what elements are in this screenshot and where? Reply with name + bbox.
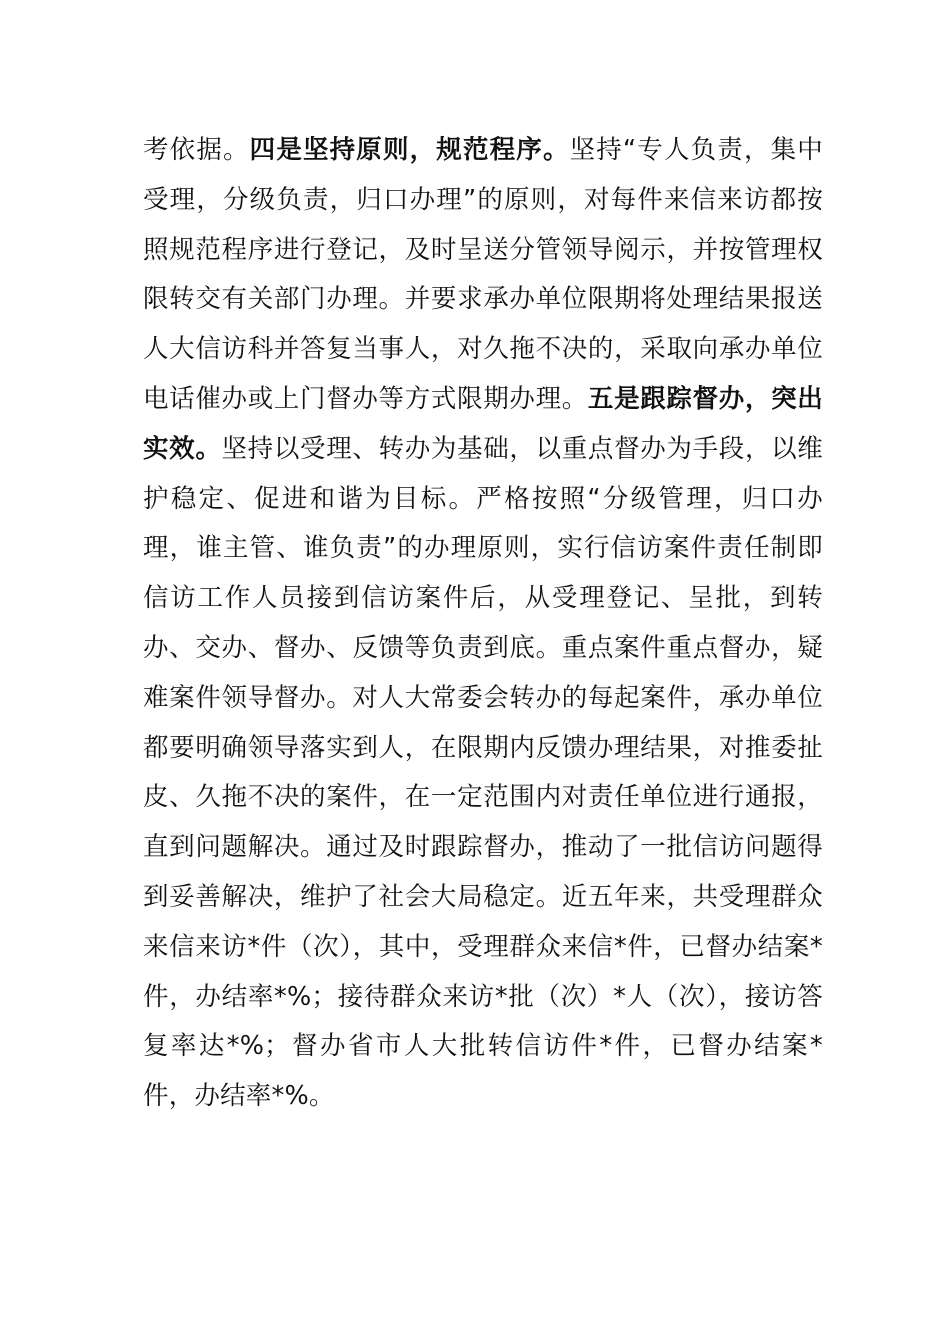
text-run: 考依据。 [143,135,250,165]
text-run: 坚持“专人负责，集中受理，分级负责，归口办理”的原则，对每件来信来访都按照规范程序进行登记，及时呈送分管领导阅示，并按管理权限转交有关部门办理。并要求承办单位限期将处理结果报送人大信访科并答复当事人，对久拖不决的，采取向承办单位电话催办或上门督办等方式限期办理。 [143,135,823,414]
bold-heading-four: 四是坚持原则，规范程序。 [249,135,570,165]
text-run: 坚持以受理、转办为基础，以重点督办为手段，以维护稳定、促进和谐为目标。严格按照“分级管理，归口办理，谁主管、谁负责”的办理原则，实行信访案件责任制即信访工作人员接到信访案件后，从受理登记、呈批，到转办、交办、督办、反馈等负责到底。重点案件重点督办，疑难案件领导督办。对人大常委会转办的每起案件，承办单位都要明确领导落实到人，在限期内反馈办理结果，对推委扯皮、久拖不决的案件，在一定范围内对责任单位进行通报，直到问题解决。通过及时跟踪督办，推动了一批信访问题得到妥善解决，维护了社会大局稳定。近五年来，共受理群众来信来访*件（次），其中，受理群众来信*件，已督办结案*件，办结率*%；接待群众来访*批（次）*人（次），接访答复率达*%；督办省市人大批转信访件*件，已督办结案*件，办结率*%。 [143,433,823,1112]
body-paragraph [143,126,823,1122]
bold-heading-five: 五是跟踪督办，突出实效。 [143,383,823,464]
